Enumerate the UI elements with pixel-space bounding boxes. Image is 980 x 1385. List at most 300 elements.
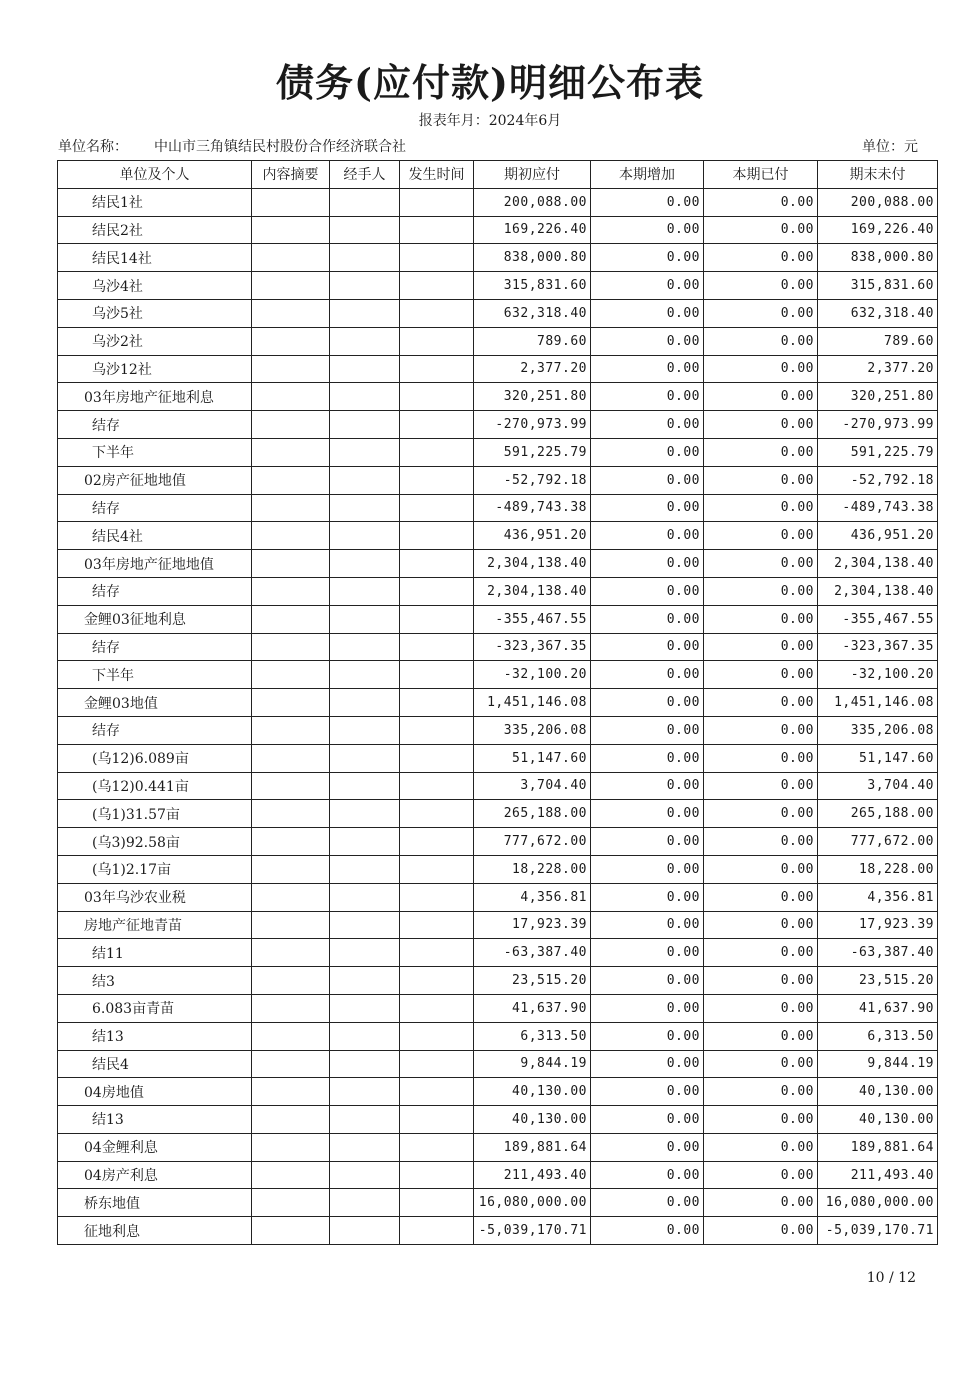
period-increase-cell: 0.00 [591,188,704,216]
closing-unpaid-cell: -63,387.40 [818,939,938,967]
opening-payable-cell: 16,080,000.00 [474,1189,591,1217]
closing-unpaid-cell: 16,080,000.00 [818,1189,938,1217]
header-handler: 经手人 [330,161,400,189]
summary-cell [252,1161,330,1189]
debt-detail-table [57,160,938,1245]
opening-payable-cell: 2,304,138.40 [474,577,591,605]
closing-unpaid-cell: 1,451,146.08 [818,689,938,717]
summary-cell [252,299,330,327]
period-paid-cell: 0.00 [704,327,818,355]
opening-payable-cell: 169,226.40 [474,216,591,244]
summary-cell [252,855,330,883]
table-row [58,939,938,967]
closing-unpaid-cell: 40,130.00 [818,1078,938,1106]
date-cell [400,855,474,883]
table-row [58,828,938,856]
handler-cell [330,772,400,800]
closing-unpaid-cell: 18,228.00 [818,855,938,883]
period-increase-cell: 0.00 [591,828,704,856]
date-cell [400,883,474,911]
date-cell [400,299,474,327]
opening-payable-cell: 211,493.40 [474,1161,591,1189]
party-name-cell: 03年乌沙农业税 [58,883,252,911]
summary-cell [252,744,330,772]
opening-payable-cell: 591,225.79 [474,438,591,466]
opening-payable-cell: -355,467.55 [474,605,591,633]
period-paid-cell: 0.00 [704,661,818,689]
closing-unpaid-cell: 838,000.80 [818,244,938,272]
party-name-cell: 乌沙2社 [58,327,252,355]
unit-name-label: 单位名称： [58,139,128,155]
closing-unpaid-cell: 335,206.08 [818,716,938,744]
handler-cell [330,577,400,605]
handler-cell [330,828,400,856]
party-name-cell: 乌沙5社 [58,299,252,327]
period-paid-cell: 0.00 [704,605,818,633]
table-row [58,633,938,661]
opening-payable-cell: 40,130.00 [474,1078,591,1106]
period-increase-cell: 0.00 [591,744,704,772]
period-paid-cell: 0.00 [704,883,818,911]
period-paid-cell: 0.00 [704,744,818,772]
report-period: 报表年月：2024年6月 [418,113,562,129]
handler-cell [330,216,400,244]
date-cell [400,577,474,605]
date-cell [400,1078,474,1106]
table-row [58,383,938,411]
period-increase-cell: 0.00 [591,355,704,383]
table-row [58,1189,938,1217]
date-cell [400,772,474,800]
handler-cell [330,716,400,744]
closing-unpaid-cell: 436,951.20 [818,522,938,550]
handler-cell [330,633,400,661]
unit-info-row [58,136,918,156]
closing-unpaid-cell: 4,356.81 [818,883,938,911]
party-name-cell: 金鲤03征地利息 [58,605,252,633]
table-row [58,661,938,689]
handler-cell [330,1050,400,1078]
period-paid-cell: 0.00 [704,911,818,939]
summary-cell [252,188,330,216]
party-name-cell: (乌12)0.441亩 [58,772,252,800]
page-number: 10 / 12 [866,1270,916,1286]
summary-cell [252,1106,330,1134]
closing-unpaid-cell: 2,304,138.40 [818,550,938,578]
handler-cell [330,1217,400,1245]
summary-cell [252,967,330,995]
handler-cell [330,272,400,300]
table-row [58,188,938,216]
summary-cell [252,911,330,939]
party-name-cell: 03年房地产征地地值 [58,550,252,578]
party-name-cell: 04金鲤利息 [58,1133,252,1161]
period-paid-cell: 0.00 [704,355,818,383]
table-row [58,605,938,633]
period-increase-cell: 0.00 [591,883,704,911]
opening-payable-cell: -489,743.38 [474,494,591,522]
closing-unpaid-cell: 211,493.40 [818,1161,938,1189]
summary-cell [252,1217,330,1245]
summary-cell [252,494,330,522]
opening-payable-cell: 4,356.81 [474,883,591,911]
period-increase-cell: 0.00 [591,1050,704,1078]
table-body [58,188,938,1244]
party-name-cell: 结民2社 [58,216,252,244]
handler-cell [330,939,400,967]
party-name-cell: 结存 [58,577,252,605]
period-increase-cell: 0.00 [591,716,704,744]
opening-payable-cell: 51,147.60 [474,744,591,772]
handler-cell [330,689,400,717]
handler-cell [330,1078,400,1106]
table-row [58,522,938,550]
closing-unpaid-cell: 200,088.00 [818,188,938,216]
summary-cell [252,216,330,244]
table-row [58,689,938,717]
opening-payable-cell: 777,672.00 [474,828,591,856]
table-row [58,577,938,605]
handler-cell [330,661,400,689]
handler-cell [330,1106,400,1134]
handler-cell [330,522,400,550]
summary-cell [252,689,330,717]
table-row [58,355,938,383]
period-paid-cell: 0.00 [704,216,818,244]
party-name-cell: 金鲤03地值 [58,689,252,717]
currency-unit: 单位：元 [862,139,918,155]
handler-cell [330,494,400,522]
party-name-cell: 04房地值 [58,1078,252,1106]
table-row [58,327,938,355]
party-name-cell: 结民1社 [58,188,252,216]
summary-cell [252,716,330,744]
handler-cell [330,800,400,828]
table-row [58,744,938,772]
opening-payable-cell: 838,000.80 [474,244,591,272]
opening-payable-cell: 315,831.60 [474,272,591,300]
summary-cell [252,1133,330,1161]
date-cell [400,994,474,1022]
table-row [58,1106,938,1134]
handler-cell [330,911,400,939]
period-paid-cell: 0.00 [704,855,818,883]
period-paid-cell: 0.00 [704,1133,818,1161]
period-paid-cell: 0.00 [704,522,818,550]
handler-cell [330,466,400,494]
period-paid-cell: 0.00 [704,188,818,216]
period-paid-cell: 0.00 [704,272,818,300]
period-increase-cell: 0.00 [591,661,704,689]
closing-unpaid-cell: 169,226.40 [818,216,938,244]
period-paid-cell: 0.00 [704,716,818,744]
table-row [58,1050,938,1078]
date-cell [400,438,474,466]
closing-unpaid-cell: 9,844.19 [818,1050,938,1078]
opening-payable-cell: 23,515.20 [474,967,591,995]
handler-cell [330,855,400,883]
period-increase-cell: 0.00 [591,494,704,522]
period-paid-cell: 0.00 [704,800,818,828]
opening-payable-cell: 2,377.20 [474,355,591,383]
date-cell [400,355,474,383]
handler-cell [330,605,400,633]
period-paid-cell: 0.00 [704,633,818,661]
date-cell [400,967,474,995]
closing-unpaid-cell: 265,188.00 [818,800,938,828]
handler-cell [330,1022,400,1050]
summary-cell [252,438,330,466]
closing-unpaid-cell: 789.60 [818,327,938,355]
date-cell [400,272,474,300]
table-header-row [58,161,938,189]
date-cell [400,216,474,244]
table-row [58,550,938,578]
handler-cell [330,967,400,995]
header-date: 发生时间 [400,161,474,189]
summary-cell [252,1078,330,1106]
closing-unpaid-cell: 189,881.64 [818,1133,938,1161]
table-row [58,216,938,244]
table-row [58,494,938,522]
handler-cell [330,994,400,1022]
period-paid-cell: 0.00 [704,828,818,856]
period-increase-cell: 0.00 [591,800,704,828]
opening-payable-cell: 789.60 [474,327,591,355]
period-increase-cell: 0.00 [591,1161,704,1189]
date-cell [400,828,474,856]
summary-cell [252,1050,330,1078]
closing-unpaid-cell: -355,467.55 [818,605,938,633]
date-cell [400,327,474,355]
party-name-cell: (乌3)92.58亩 [58,828,252,856]
summary-cell [252,1022,330,1050]
party-name-cell: 结存 [58,716,252,744]
party-name-cell: 下半年 [58,438,252,466]
party-name-cell: 6.083亩青苗 [58,994,252,1022]
opening-payable-cell: 265,188.00 [474,800,591,828]
period-paid-cell: 0.00 [704,772,818,800]
date-cell [400,605,474,633]
header-summary: 内容摘要 [252,161,330,189]
period-paid-cell: 0.00 [704,994,818,1022]
date-cell [400,550,474,578]
period-increase-cell: 0.00 [591,522,704,550]
summary-cell [252,633,330,661]
summary-cell [252,994,330,1022]
period-increase-cell: 0.00 [591,1217,704,1245]
party-name-cell: 结13 [58,1022,252,1050]
party-name-cell: 03年房地产征地利息 [58,383,252,411]
period-paid-cell: 0.00 [704,466,818,494]
period-increase-cell: 0.00 [591,689,704,717]
summary-cell [252,772,330,800]
party-name-cell: 结13 [58,1106,252,1134]
opening-payable-cell: -270,973.99 [474,411,591,439]
period-increase-cell: 0.00 [591,1189,704,1217]
date-cell [400,244,474,272]
party-name-cell: 乌沙12社 [58,355,252,383]
date-cell [400,689,474,717]
date-cell [400,466,474,494]
header-opening-payable: 期初应付 [474,161,591,189]
handler-cell [330,355,400,383]
date-cell [400,661,474,689]
closing-unpaid-cell: -270,973.99 [818,411,938,439]
party-name-cell: 结存 [58,494,252,522]
handler-cell [330,299,400,327]
date-cell [400,188,474,216]
handler-cell [330,1161,400,1189]
summary-cell [252,411,330,439]
closing-unpaid-cell: -489,743.38 [818,494,938,522]
period-paid-cell: 0.00 [704,550,818,578]
date-cell [400,1161,474,1189]
party-name-cell: 结存 [58,633,252,661]
summary-cell [252,355,330,383]
table-row [58,466,938,494]
period-paid-cell: 0.00 [704,494,818,522]
closing-unpaid-cell: 40,130.00 [818,1106,938,1134]
period-paid-cell: 0.00 [704,244,818,272]
closing-unpaid-cell: 17,923.39 [818,911,938,939]
handler-cell [330,1189,400,1217]
date-cell [400,744,474,772]
summary-cell [252,800,330,828]
summary-cell [252,828,330,856]
date-cell [400,1106,474,1134]
table-row [58,911,938,939]
handler-cell [330,188,400,216]
opening-payable-cell: 3,704.40 [474,772,591,800]
period-paid-cell: 0.00 [704,1217,818,1245]
period-paid-cell: 0.00 [704,1189,818,1217]
handler-cell [330,327,400,355]
table-row [58,1217,938,1245]
summary-cell [252,466,330,494]
period-increase-cell: 0.00 [591,633,704,661]
party-name-cell: 桥东地值 [58,1189,252,1217]
closing-unpaid-cell: 632,318.40 [818,299,938,327]
opening-payable-cell: 9,844.19 [474,1050,591,1078]
period-paid-cell: 0.00 [704,967,818,995]
opening-payable-cell: 18,228.00 [474,855,591,883]
party-name-cell: (乌1)2.17亩 [58,855,252,883]
summary-cell [252,1189,330,1217]
closing-unpaid-cell: 2,304,138.40 [818,577,938,605]
date-cell [400,383,474,411]
opening-payable-cell: -32,100.20 [474,661,591,689]
period-increase-cell: 0.00 [591,967,704,995]
date-cell [400,800,474,828]
table-row [58,411,938,439]
party-name-cell: 结民14社 [58,244,252,272]
date-cell [400,1189,474,1217]
handler-cell [330,383,400,411]
period-increase-cell: 0.00 [591,1106,704,1134]
opening-payable-cell: 6,313.50 [474,1022,591,1050]
date-cell [400,911,474,939]
period-increase-cell: 0.00 [591,1133,704,1161]
date-cell [400,494,474,522]
party-name-cell: 02房产征地地值 [58,466,252,494]
date-cell [400,939,474,967]
handler-cell [330,744,400,772]
table-row [58,244,938,272]
closing-unpaid-cell: 591,225.79 [818,438,938,466]
date-cell [400,1133,474,1161]
party-name-cell: 乌沙4社 [58,272,252,300]
header-period-increase: 本期增加 [591,161,704,189]
table-row [58,855,938,883]
period-increase-cell: 0.00 [591,327,704,355]
date-cell [400,1217,474,1245]
date-cell [400,716,474,744]
period-paid-cell: 0.00 [704,1050,818,1078]
table-row [58,716,938,744]
party-name-cell: 结11 [58,939,252,967]
summary-cell [252,577,330,605]
period-increase-cell: 0.00 [591,939,704,967]
table-row [58,272,938,300]
opening-payable-cell: 17,923.39 [474,911,591,939]
opening-payable-cell: 2,304,138.40 [474,550,591,578]
closing-unpaid-cell: 6,313.50 [818,1022,938,1050]
summary-cell [252,883,330,911]
party-name-cell: (乌1)31.57亩 [58,800,252,828]
opening-payable-cell: 335,206.08 [474,716,591,744]
period-increase-cell: 0.00 [591,911,704,939]
summary-cell [252,661,330,689]
date-cell [400,633,474,661]
table-row [58,299,938,327]
closing-unpaid-cell: 41,637.90 [818,994,938,1022]
party-name-cell: 征地利息 [58,1217,252,1245]
party-name-cell: 下半年 [58,661,252,689]
summary-cell [252,383,330,411]
opening-payable-cell: 1,451,146.08 [474,689,591,717]
opening-payable-cell: -52,792.18 [474,466,591,494]
header-period-paid: 本期已付 [704,161,818,189]
period-increase-cell: 0.00 [591,1022,704,1050]
closing-unpaid-cell: -323,367.35 [818,633,938,661]
period-increase-cell: 0.00 [591,299,704,327]
handler-cell [330,550,400,578]
party-name-cell: 房地产征地青苗 [58,911,252,939]
table-row [58,1078,938,1106]
party-name-cell: 结存 [58,411,252,439]
closing-unpaid-cell: 315,831.60 [818,272,938,300]
opening-payable-cell: 632,318.40 [474,299,591,327]
closing-unpaid-cell: 2,377.20 [818,355,938,383]
period-increase-cell: 0.00 [591,772,704,800]
table-row [58,1161,938,1189]
opening-payable-cell: -5,039,170.71 [474,1217,591,1245]
period-increase-cell: 0.00 [591,855,704,883]
period-paid-cell: 0.00 [704,1022,818,1050]
unit-name-block [58,136,406,156]
closing-unpaid-cell: 3,704.40 [818,772,938,800]
table-row [58,772,938,800]
opening-payable-cell: -323,367.35 [474,633,591,661]
party-name-cell: 结民4 [58,1050,252,1078]
period-increase-cell: 0.00 [591,550,704,578]
opening-payable-cell: 320,251.80 [474,383,591,411]
summary-cell [252,605,330,633]
period-paid-cell: 0.00 [704,1078,818,1106]
period-paid-cell: 0.00 [704,299,818,327]
summary-cell [252,272,330,300]
